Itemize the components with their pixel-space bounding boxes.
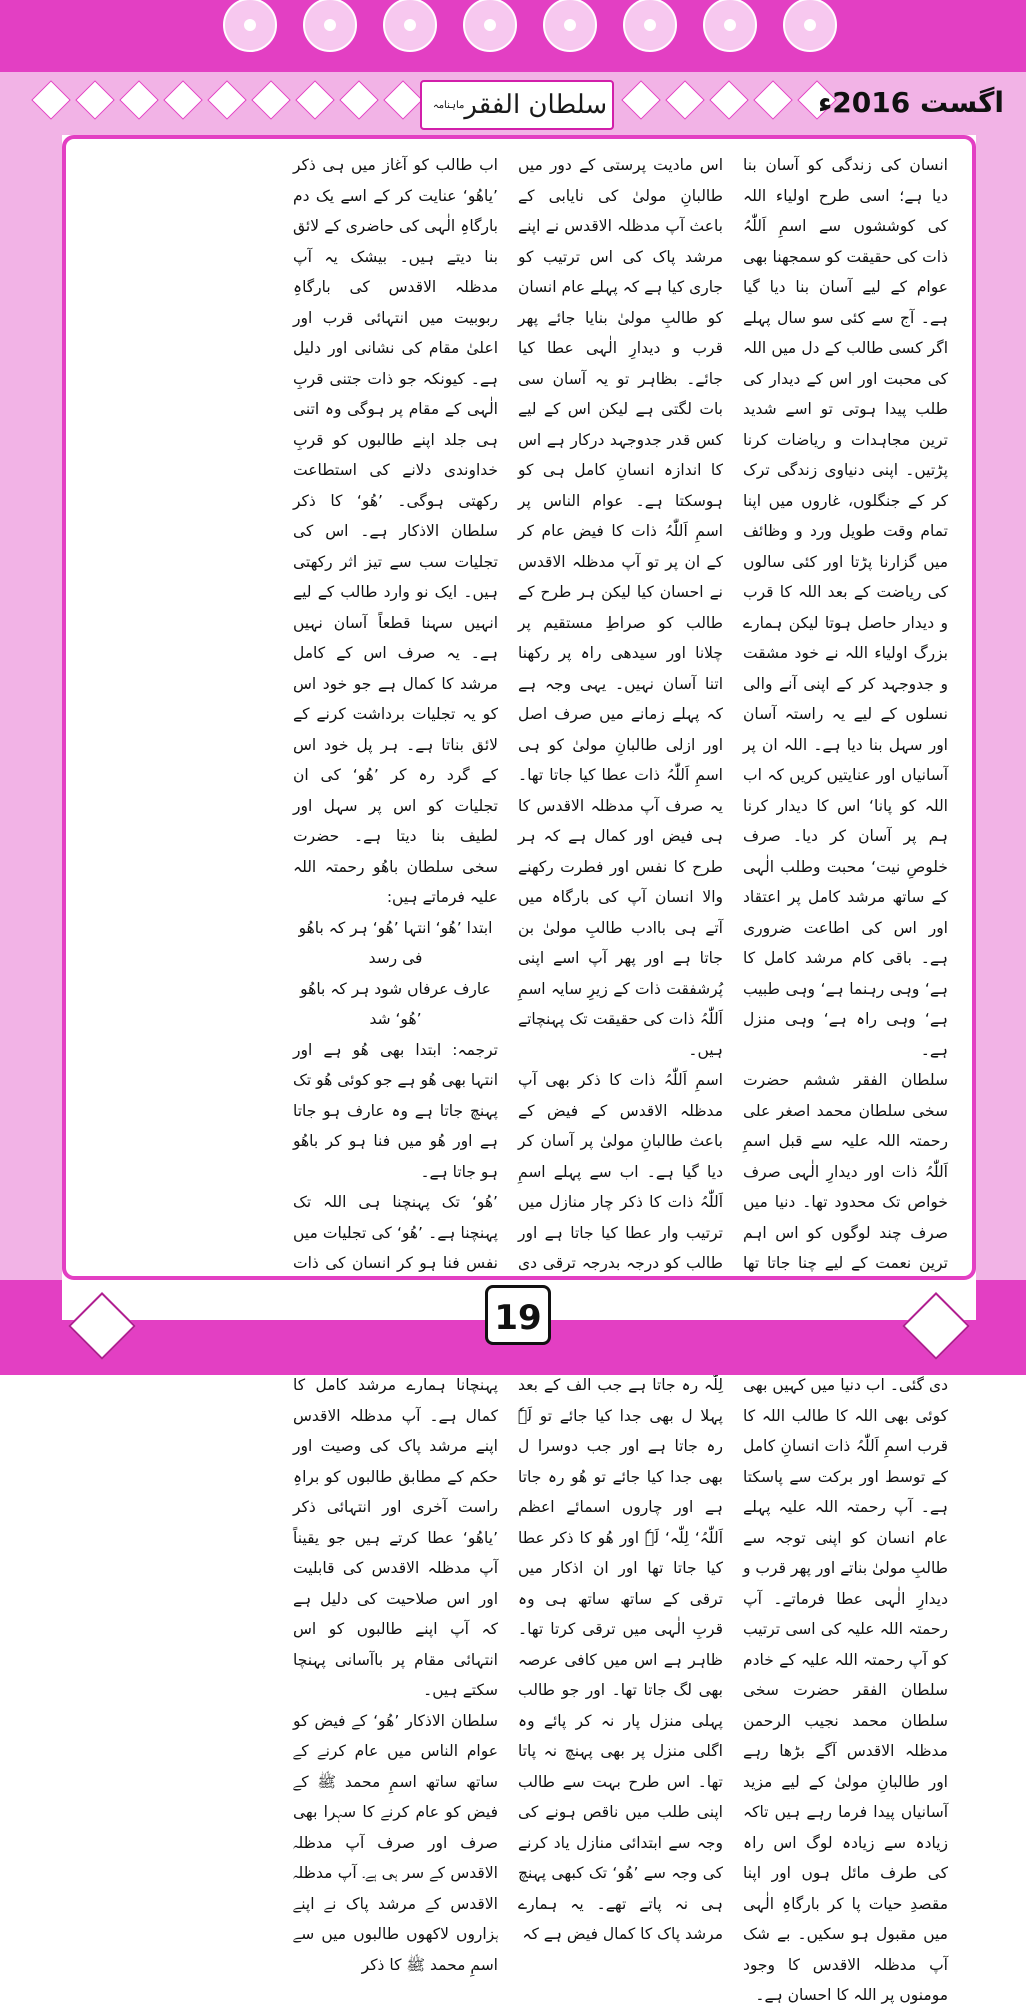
page-number: 19 xyxy=(485,1285,551,1345)
paragraph: اب طالب کو آغاز میں ہی ذکر ’یاھُو‘ عنایت کر کے اسے یک دم بارگاہِ الٰہی کی حاضری کے لائق بنا دیتے ہیں۔ بیشک یہ آپ مدظلہ الاقدس کی بارگاہِ ربوبیت میں انتہائی قرب اور اعلیٰ مقام کی نشانی اور دلیل ہے۔ کیونکہ جو ذات جتنی قربِ الٰہی کے مقام پر ہوگی وہ اتنی ہی جلد اپنے طالبوں کو قربِ خداوندی دلانے کی استطاعت رکھتی ہوگی۔ ’ھُو‘ کا ذکر سلطان الاذکار ہے۔ اس کی تجلیات سب سے تیز اثر رکھتی ہیں۔ ایک نو وارد طالب کے لیے انہیں سہنا قطعاً آسان نہیں ہے۔ یہ صرف اس کے کامل مرشد کا کمال ہے جو خود اس کو یہ تجلیات برداشت کرنے کے لائق بناتا ہے۔ ہر پل خود اس کے گرد رہ کر ’ھُو‘ کی ان تجلیات کو اس پر سہل اور لطیف بنا دیتا ہے۔ حضرت سخی سلطان باھُو رحمتہ اللہ علیہ فرماتے ہیں: xyxy=(293,156,498,906)
diamond-ornament xyxy=(621,80,661,120)
paragraph: انسان کی زندگی کو آسان بنا دیا ہے؛ اسی طرح اولیاء اللہ کی کوششوں سے اسمِ اَللّٰہُ ذات کی حقیقت کو سمجھنا بھی عوام کے لیے آسان بنا دیا گیا ہے۔ آج سے کئی سو سال پہلے اگر کسی طالب کے دل میں اللہ کی محبت اور اس کے دیدار کی طلب پیدا ہوتی تو اسے شدید ترین مجاہدات و ریاضات کرنا پڑتیں۔ اپنی دنیاوی زندگی ترک کر کے جنگلوں، غاروں میں اپنا تمام وقت طویل ورد و وظائف میں گزارنا پڑتا اور کئی سالوں کی ریاضت کے بعد اللہ کا قرب و دیدار حاصل ہوتا لیکن ہمارے بزرگ اولیاء اللہ نے خود مشقت و جدوجہد کر کے اپنی آنے والی نسلوں کے لیے یہ راستہ آسان اور سہل بنا دیا ہے۔ اللہ ان پر آسانیاں اور عنایتیں کریں کہ اب اللہ کو پانا‘ اس کا دیدار کرنا ہم پر آسان کر دیا۔ صرف خلوصِ نیت‘ محبت وطلب الٰہی کے ساتھ مرشد کامل پر اعتقاد اور اس کی اطاعت ضروری ہے۔ باقی کام مرشد کامل کا ہے‘ وہی رہنما ہے‘ وہی طبیب ہے‘ وہی راہ ہے‘ وہی منزل ہے۔ xyxy=(743,156,948,1059)
diamond-ornament xyxy=(709,80,749,120)
text-column-3 xyxy=(293,150,498,1974)
diamond-ornament xyxy=(75,80,115,120)
diamond-ornament xyxy=(251,80,291,120)
diamond-ornament xyxy=(31,80,71,120)
paragraph: سلطان الاذکار ’ھُو‘ کے فیض کو عوام الناس میں عام کرنے کے ساتھ ساتھ اسمِ محمد ﷺ کے فیض کو عام کرنے کا سہرا بھی صرف اور صرف آپ مدظلہ الاقدس کے سر ہی ہے۔ آپ مدظلہ الاقدس کے مرشد پاک نے اپنے ہزاروں لاکھوں طالبوں میں سے اسمِ محمد ﷺ کا ذکر xyxy=(293,1711,498,1974)
logo-title: سلطان الفقر xyxy=(464,90,608,120)
paragraph: اسمِ اَللّٰہُ ذات کا ذکر بھی آپ مدظلہ الاقدس کے فیض کے باعث طالبانِ مولیٰ پر آسان کر دیا گیا ہے۔ اب سے پہلے اسمِ اَللّٰہُ ذات کا ذکر چار منازل میں ترتیب وار عطا کیا جاتا ہے اور طالب کو درجہ بدرجہ ترقی دی لِلّٰہ رہ جاتا ہے جب الف کے بعد پہلا ل بھی جدا کیا جائے تو لَہٗ رہ جاتا ہے اور جب دوسرا ل بھی جدا کیا جائے تو ھُو رہ جاتا ہے اور چاروں اسمائے اعظم اَللّٰہُ‘ لِلّٰہ‘ لَہٗ اور ھُو کا ذکر عطا کیا جاتا تھا اور ان اذکار میں ترقی کے ساتھ ساتھ ہی وہ قربِ الٰہی میں ترقی کرتا تھا۔ ظاہر ہے اس میں کافی عرصہ بھی لگ جاتا تھا۔ اور جو طالب پہلی منزل پار نہ کر پائے وہ اگلی منزل پر بھی پہنچ نہ پاتا تھا۔ اس طرح بہت سے طالب اپنی طلب میں ناقص ہونے کی وجہ سے ابتدائی منازل یاد کرنے کی وجہ سے ’ھُو‘ تک کبھی پہنچ ہی نہ پاتے تھے۔ یہ ہمارے مرشد پاک کا کمال فیض ہے کہ xyxy=(518,1071,723,1943)
paragraph: اس مادیت پرستی کے دور میں طالبانِ مولیٰ کی نایابی کے باعث آپ مدظلہ الاقدس نے اپنے مرشد پاک کی اس ترتیب کو جاری کیا ہے کہ پہلے عام انسان کو طالبِ مولیٰ بنایا جائے پھر قرب و دیدارِ الٰہی عطا کیا جائے۔ بظاہر تو یہ آسان سی بات لگتی ہے لیکن اس کے لیے کس قدر جدوجہد درکار ہے اس کا اندازہ انسانِ کامل ہی کو ہوسکتا ہے۔ عوام الناس پر اسمِ اَللّٰہُ ذات کا فیض عام کر کے ان پر تو آپ مدظلہ الاقدس نے احسان کیا لیکن ہر طرح کے طالب کو صراطِ مستقیم پر چلانا اور سیدھی راہ پر رکھنا اتنا آسان نہیں۔ یہی وجہ ہے کہ پہلے زمانے میں صرف اصل اور ازلی طالبانِ مولیٰ کو ہی اسمِ اَللّٰہُ ذات عطا کیا جاتا تھا۔ یہ صرف آپ مدظلہ الاقدس کا ہی فیض اور کمال ہے کہ ہر طرح کا نفس اور فطرت رکھنے والا انسان آپ کی بارگاہ میں آتے ہی باادب طالبِ مولیٰ بن جاتا ہے اور پھر آپ اسے اپنی پُرشفقت ذات کے زیرِ سایہ اسمِ اَللّٰہُ ذات کی حقیقت تک پہنچاتے ہیں۔ xyxy=(518,156,723,1059)
translation-paragraph: ترجمہ: ابتدا بھی ھُو ہے اور انتہا بھی ھُو ہے جو کوئی ھُو تک پہنچ جاتا ہے وہ عارف ہو جاتا ہے اور ھُو میں فنا ہو کر باھُو ہو جاتا ہے۔ xyxy=(293,1040,498,1181)
issue-date: اگست 2016ء xyxy=(817,86,1004,119)
diamond-ornament xyxy=(665,80,705,120)
verse-line: عارف عرفاں شود ہر کہ باھُو ’ھُو‘ شد xyxy=(300,979,491,1028)
diamond-row-right xyxy=(620,82,838,118)
text-column-1 xyxy=(743,150,948,2004)
right-margin-band xyxy=(976,135,1026,1280)
diamond-ornament xyxy=(295,80,335,120)
diamond-ornament xyxy=(163,80,203,120)
paragraph: سلطان الفقر ششم حضرت سخی سلطان محمد اصغر علی رحمتہ اللہ علیہ سے قبل اسمِ اَللّٰہُ ذات اور دیدارِ الٰہی صرف خواص تک محدود تھا۔ دنیا میں صرف چند لوگوں کو اس اہم ترین نعمت کے لیے چنا جاتا تھا دی گئی۔ اب دنیا میں کہیں بھی کوئی بھی اللہ کا طالب اللہ کا قرب اسمِ اَللّٰہُ ذات انسانِ کامل کے توسط اور برکت سے پاسکتا ہے۔ آپ رحمتہ اللہ علیہ پہلے عام انسان کو اپنی توجہ سے طالبِ مولیٰ بناتے اور پھر قرب و دیدارِ الٰہی عطا فرماتے۔ آپ رحمتہ اللہ علیہ کی اسی ترتیب کو آپ رحمتہ اللہ علیہ کے خادم سلطان الفقر حضرت سخی سلطان محمد نجیب الرحمن مدظلہ الاقدس آگے بڑھا رہے اور طالبانِ مولیٰ کے لیے مزید آسانیاں پیدا فرما رہے ہیں تاکہ زیادہ سے زیادہ لوگ اس راہ کی طرف مائل ہوں اور اپنا مقصدِ حیات پا کر بارگاہِ الٰہی میں مقبول ہو سکیں۔ بے شک آپ مدظلہ الاقدس کا وجود مومنوں پر اللہ کا احسان ہے۔ xyxy=(743,1071,948,2004)
paragraph: ’ھُو‘ تک پہنچنا ہی اللہ تک پہنچنا ہے۔ ’ھُو‘ کی تجلیات میں نفس فنا ہو کر انسان کی ذات پہنچانا ہمارے مرشد کامل کا کمال ہے۔ آپ مدظلہ الاقدس اپنے مرشد پاک کی وصیت اور حکم کے مطابق طالبوں کو براہِ راست آخری اور انتہائی ذکر ’یاھُو‘ عطا کرتے ہیں جو یقیناً آپ مدظلہ الاقدس کی قابلیت اور اس صلاحیت کی دلیل ہے کہ آپ اپنے طالبوں کو اس انتہائی مقام پر باآسانی پہنچا سکتے ہیں۔ xyxy=(293,1193,498,1699)
flower-border-decoration xyxy=(0,0,1026,60)
left-margin-band xyxy=(0,135,62,1280)
diamond-ornament xyxy=(207,80,247,120)
diamond-ornament xyxy=(119,80,159,120)
verse-line: ابتدا ’ھُو‘ انتہا ’ھُو‘ ہر کہ باھُو فی رسد xyxy=(298,918,493,967)
logo-subtitle: ماہنامہ xyxy=(432,99,465,111)
diamond-ornament xyxy=(753,80,793,120)
diamond-ornament xyxy=(339,80,379,120)
magazine-logo xyxy=(420,80,614,130)
diamond-row-left xyxy=(30,82,424,118)
diamond-ornament xyxy=(383,80,423,120)
